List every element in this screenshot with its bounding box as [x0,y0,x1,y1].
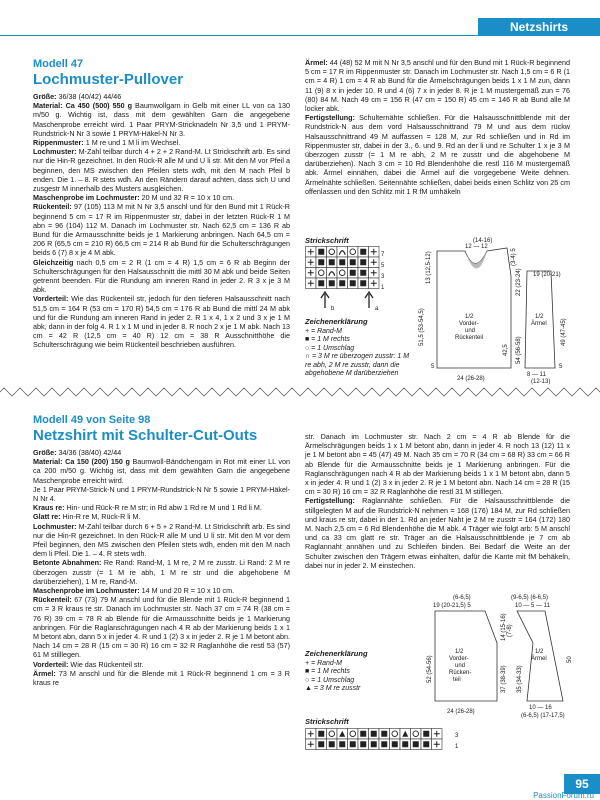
model1-right-column [305,58,570,196]
dim-label: 50 [567,656,573,663]
legend-item: ○ = 1 Umschlag [305,344,355,352]
section-tab: Netzshirts [478,18,600,36]
legend-item: ■ = 1 M rechts [305,668,350,675]
paragraph-label: Lochmuster: [33,147,77,157]
dim-label: 14 (15-16) [501,613,507,641]
paragraph-text: Wie das Rückenteil str, jedoch für den tieferen Halsausschnitt nach 51,5 cm = 164 R (53 cm = 170 R) 54,5 cm = 176 R ab Bund die mittl 24 M abk und für die Rundung am inneren Rand in jeder 2. R 1 x 4, 1 x 2 und 3 x je 1 M abk, dann in der folg 4. R 1 x 1 M und in jeder 8. R noch 2 x je 1 M abk. Nach 13 cm = 42 R (12,5 cm = 40 R) 12 cm = 38 R Ausschnitthöhe die Schulterschrägung wie beim Rückenteil beschrieben ausführen. [33,294,290,350]
chart-cell [411,729,422,740]
chart-symbol [318,259,324,265]
legend-item: + = Rand-M [305,327,342,335]
model1-legend [305,318,415,379]
paragraph-label: Größe: [33,92,57,101]
piece-label: 1/2 [465,314,474,320]
dim-label: 42,5 [503,344,509,356]
legend-title: Zeichenerklärung [305,649,368,658]
chart-symbol [350,280,356,286]
paragraph [33,485,290,503]
paragraph-label: Ärmel: [33,668,56,678]
paragraph-label: Rückenteil: [33,202,72,212]
paragraph [33,586,290,595]
paragraph-label: Kraus re: [33,503,65,513]
model2-chart-title: Strickschrift [305,717,349,726]
paragraph-label: Größe: [33,448,57,457]
chart-symbol [360,280,366,286]
legend-item: ○ = 1 Umschlag [305,676,355,684]
piece-label: und [465,328,476,334]
chart-symbol [423,741,429,747]
dim-label: 12 — 12 [465,244,488,250]
paragraph [33,92,290,101]
chart-symbol [371,741,377,747]
chart-symbol [423,731,429,737]
dim-label: (14-16) [473,238,493,244]
piece-label: Vorder- [459,321,479,327]
dim-label: (7-8) [507,624,513,637]
chart-cell [337,268,348,279]
paragraph-text: Je 1 Paar PRYM-Strick-N und 1 PRYM-Rundstrick-N Nr 5 sowie 1 PRYM-Häkel-N Nr 4. [33,484,290,504]
dim-label: 10 — 16 [529,705,552,711]
dim-label: 5 [559,364,563,370]
model1-left-text [33,92,290,350]
paragraph-text: Hin- und Rück-R re M str; in Rd abw 1 Rd re M und 1 Rd li M. [64,503,262,513]
chart-symbol [360,249,366,255]
chart-symbol [371,731,377,737]
paragraph [33,294,290,349]
chart-symbol [339,741,345,747]
paragraph-text: 36/38 (40/42) 44/46 [56,92,122,101]
paragraph [33,669,290,687]
model2-right-text [305,432,570,570]
paragraph-text: Hin-R re M, Rück-R li M. [60,512,141,522]
legend-item: + = Rand-M [305,659,342,667]
legend-item: ▲ = 3 M re zusstr [305,685,361,692]
chart-symbol [329,280,335,286]
model2-knitting-chart [305,728,465,754]
paragraph [33,138,290,147]
paragraph [33,202,290,257]
dim-label: 13 (12,5-12) [426,251,432,284]
arrow-a-icon [365,292,373,308]
chart-cell [337,247,348,258]
paragraph-text: M-Zahl teilbar durch 4 + 2 + 2 Rand-M. Lt Strickschrift arb. Es sind nur die Hin-R gezeichnet. In den Rück-R alle M und U li str. Mit den M vor Pfeil a beginnen, den MS zwischen den Pfeilen stets wdh, mit den M nach Pfeil b enden. Die 1. – 8. R stets wdh. An den Rändern darauf achten, dass sich U und zusgestr M innerhalb des Musters ausgleichen. [33,147,290,194]
dim-label: 49 (47-45) [561,318,567,346]
model2-left-column [33,414,290,687]
paragraph-label: Glatt re: [33,512,61,522]
chart-cell [327,729,338,740]
piece-label: Vorder- [449,656,469,662]
dim-label: 8 — 11 [527,372,546,378]
piece-label: und [455,663,466,669]
row-number: 3 [455,733,459,739]
paragraph-text: 97 (105) 113 M mit N Nr 3,5 anschl und für den Bund mit 1 Rück-R beginnend 5 cm = 17 R im Rippenmuster str, dabei in der letzten Rück-R 1 M abn = 96 (104) 112 M. Danach im Lochmuster str. Nach 62,5 cm = 136 R ab Bund für die Armausschnitte beids je 1 Markierung anbringen. Nach 64,5 cm = 206 R (65,5 cm = 210 R) 66,5 cm = 214 R ab Bund für die Schulterschrägungen beids 6 (7) 8 x je 4 M abk. [33,202,290,258]
paragraph-text: 1 M re und 1 M li im Wechsel. [83,138,181,148]
chart-symbol [339,280,345,286]
dim-label: (6-6,5) (17-17,5) [521,713,565,719]
piece-label: 1/2 [455,649,464,655]
page-footer [0,756,600,800]
watermark: PassionForum.ru [533,791,594,800]
chart-cell [327,268,338,279]
paragraph [33,595,290,659]
dim-label: 19 (20-21) [533,272,561,278]
paragraph [33,193,290,202]
model1-right-text [305,58,570,196]
paragraph [33,660,290,669]
model2-label: Modell 49 von Seite 98 [33,414,151,426]
piece-label: 1/2 [535,314,544,320]
paragraph-text: Baumwollgarn in Gelb mit einer LL von ca 130 m/50 g. Wichtig ist, dass mit dem gewählten Garn die angegebene Maschenprobe erreicht wird. 1 Paar PRYM-Stricknadeln Nr 3,5 und 1 PRYM-Rundstrick-N Nr 3 sowie 1 PRYM-Häkel-N Nr 3. [33,101,290,138]
chart-symbol [360,270,366,276]
model2-legend [305,650,415,694]
dim-label: (6-6,5) [453,595,471,601]
chart-cell [390,729,401,740]
legend-item: ■ = 1 M rechts [305,336,350,343]
dim-label: (12-13) [531,379,551,385]
model1-title: Lochmuster-Pullover [33,71,184,88]
paragraph [33,147,290,193]
dim-label: 24 (26-28) [447,709,475,715]
chart-symbol [350,741,356,747]
dim-label: 37 (38-39) [501,665,507,693]
paragraph-label: Gleichzeitig [33,257,74,267]
dim-label: 54 (56-58) [516,336,522,364]
paragraph-text: 73 M anschl und für die Blende mit 1 Rück-R beginnend 1 cm = 3 R kraus re [33,668,290,688]
chart-symbol [318,731,324,737]
arrow-b-icon [321,292,329,308]
paragraph [305,113,570,196]
model1-knitting-chart [305,246,415,316]
dim-label: 10 — 5 — 11 [515,603,550,609]
dim-label: 52 (54-56) [427,655,433,683]
neck-shading [465,251,487,269]
row-number: 3 [381,274,385,280]
paragraph [305,496,570,570]
paragraph-label: Maschenprobe im Lochmuster: [33,193,140,203]
chart-symbol [413,741,419,747]
paragraph-label: Fertigstellung: [305,496,355,506]
paragraph-label: Rückenteil: [33,595,72,605]
dim-label: 5 [431,364,435,370]
paragraph-text: Wie das Rückenteil str. [68,659,144,669]
zigzag-divider [0,386,600,398]
paragraph-text: 34/36 (38/40) 42/44 [56,448,122,457]
chart-cell [348,729,359,740]
paragraph-label: Betonte Abnahmen: [33,558,102,568]
page-header [0,0,600,36]
chart-symbol [360,741,366,747]
dim-label: (9-6,5) (6-6,5) [511,595,549,601]
paragraph-text: Re Rand: Rand-M, 1 M re, 2 M re zusstr. Li Rand: 2 M re überzogen zusstr (= 1 M re abh, 1 M re str und die abgehobene M darüberziehen), 1 M re, Rand-M. [33,558,290,586]
model1-chart-title: Strickschrift [305,236,349,245]
dim-label: (3-4) 5 [511,248,517,266]
paragraph-label: Material: Ca 450 (500) 550 g [33,101,133,111]
arrow-b-label: b [331,306,335,312]
chart-symbol [329,259,335,265]
dim-label: 22 (23-24) [516,268,522,296]
paragraph-label: Maschenprobe im Lochmuster: [33,586,140,596]
paragraph [33,457,290,485]
paragraph-label: Rippenmuster: [33,138,84,148]
paragraph-text: M-Zahl teilbar durch 6 + 5 + 2 Rand-M. Lt Strickschrift arb. Es sind nur die Hin-R gezeichnet. In den Rück-R alle M und U li str. Mit den M vor dem Pfeil beginnen, den MS zwischen den Pfeilen stets wdh, enden mit den M nach dem li Pfeil. Die 1. – 4. R stets wdh. [33,521,290,559]
paragraph-label: Lochmuster: [33,521,77,531]
paragraph-text: Raglannähte schließen. Für die Halsausschnittblende die stillgelegten M auf die Rundstrick-N nehmen = 168 (176) 184 M, zur Rd schließen und kraus re str, dabei in der 1. Rd an jeder Naht je 2 M re zusstr = 164 (172) 180 M. Nach 2,5 cm = 6 Rd Blendenhöhe die M abk. 4 Träger wie folgt arb: 5 M anschl und ca 33 cm glatt re str. Träger an die Halsausschnittblende je 7 cm ab Raglannaht annähen und zu Schleifen binden. Bei Bedarf die Weite an der Schulter zwischen den Trägern etwas einhalten, dafür die Kante mit fM behäkeln, dabei nur in jeder 2. M einstechen. [305,496,570,570]
chart-symbol [360,259,366,265]
paragraph-label: Vorderteil: [33,659,69,669]
piece-label: Rückenteil [455,335,484,341]
paragraph [33,258,290,295]
paragraph-label: Vorderteil: [33,294,69,304]
legend-title: Zeichenerklärung [305,317,368,326]
paragraph [305,58,570,113]
row-number: 5 [381,263,385,269]
chart-symbol [339,259,345,265]
piece-label: Ärmel [531,321,547,327]
paragraph [33,512,290,521]
chart-symbol [318,741,324,747]
paragraph-text: 44 (48) 52 M mit N Nr 3,5 anschl und für den Bund mit 1 Rück-R beginnend 5 cm = 17 R im Rippenmuster str. Danach im Lochmuster str. Nach 1,5 cm = 6 R (1 cm = 4 R) 1 cm = 4 R ab Bund für die Ärmelschrägungen beids 1 x 1 M zun, dann 11 (9) 8 x in jeder 10. R und 4 (6) 7 x in jeder 8. R je 1 M mustergemäß zun = 76 (80) 84 M. Nach 49 cm = 156 R (47 cm = 150 R) 45 cm = 146 R ab Bund alle M locker abk. [305,58,570,114]
model1-label: Modell 47 [33,58,84,70]
piece-label: teil [453,677,461,683]
chart-symbol [350,259,356,265]
row-number: 7 [381,252,385,258]
arrow-a-label: a [375,306,379,312]
row-number: 1 [455,744,459,750]
paragraph [33,558,290,586]
paragraph-label: Material: Ca 150 (200) 150 g [33,457,130,467]
chart-cell [316,268,327,279]
row-number: 1 [381,285,385,291]
paragraph-label: Fertigstellung: [305,113,355,123]
piece-label: Rücken- [449,670,472,676]
legend-item: ∩ = 3 M re überzogen zusstr: 1 M re abh, 2 M re zusstr, dann die abgehobene M darüberziehen [305,353,410,377]
chart-symbol [402,741,408,747]
chart-symbol [350,270,356,276]
chart-symbol [392,741,398,747]
paragraph-text: 20 M und 32 R = 10 x 10 cm. [139,193,235,203]
model2-right-column [305,432,570,570]
piece-label: 1/2 [535,649,544,655]
header-rule [0,35,600,36]
paragraph-text: Schulternähte schließen. Für die Halsausschnittblende mit der Rundstrick-N aus dem vord Halsausschnittrand 79 M und aus dem rückw Halsausschnittrand 49 M auffassen = 128 M, zur Rd schließen und in Rd im Rippenmuster str, dabei in der 3., 6. und 9. Rd an der li und re Schulter 1 x je 3 M überzogen zusstr (= 1 M re abh, 2 M re zusstr und die abgehobene M darüberziehen). Nach 3 cm = 10 Rd Blendenhöhe die restl 116 M mustergemäß abk. Ärmel einnähen, dabei die Ärmel auf die vorgegebene Weite dehnen. Ärmelnähte schließen. Seitennähte schließen, dabei beids einen Schlitz von 25 cm offenlassen und den Schlitz mit 1 R fM umhäkeln [305,113,570,196]
paragraph [33,522,290,559]
model1-left-column [33,58,290,350]
chart-symbol [360,731,366,737]
paragraph [33,503,290,512]
model2-schematic [425,593,575,723]
paragraph [33,448,290,457]
paragraph-text: nach 0,5 cm = 2 R (1 cm = 4 R) 1,5 cm = 6 R ab Beginn der Schulterschrägungen für den Halsausschnitt die mittl 30 M abk und beide Seiten getrennt beenden. Für die Rundung am inneren Rand in jeder 2. R 3 x je 3 M abk. [33,257,290,295]
chart-symbol [318,280,324,286]
paragraph-text: str. Danach im Lochmuster str. Nach 2 cm = 4 R ab Blende für die Ärmelschrägungen beids 1 x 1 M betont abn, dann in jeder 4. R noch 13 (12) 11 x je 1 M betont abn = 45 (47) 49 M. Nach 35 cm = 70 R (34 cm = 68 R) 33 cm = 66 R ab Blende für die Armausschnitte beids je 1 Markierung anbringen. Für die Raglanschrägungen nach 4 R ab der Markierung beids 1 x 1 M betont abn, dann 5 x in jeder 4. R und 1 (2) 3 x in jeder 2. R je 1 M betont abn. Nach 14 cm = 28 R (15 cm = 30 R) 16 cm = 32 R Raglanhöhe die restl 31 M stilllegen. [305,432,570,497]
chart-symbol [318,249,324,255]
paragraph [33,101,290,138]
dim-label: 19 (20-21,5) 5 [433,603,471,609]
model1-schematic [415,236,575,386]
piece-label: Ärmel [531,656,547,662]
chart-symbol [381,731,387,737]
dim-label: 24 (26-28) [457,376,485,382]
paragraph-label: Ärmel: [305,58,328,67]
paragraph-text: 14 M und 20 R = 10 x 10 cm. [139,586,235,596]
paragraph-text: 67 (73) 79 M anschl und für die Blende mit 1 Rück-R beginnend 1 cm = 3 R kraus re str. Danach im Lochmuster str. Nach 37 cm = 74 R (38 cm = 76 R) 39 cm = 78 R ab Blende für die Armausschnitte beids je 1 Markierung anbringen. Für die Raglanschrägungen nach 4 R ab der Markierung beids 1 x 1 M betont abn, dann 5 x in jeder 4. R und 1 (2) 3 x in jeder 2. R je 1 M betont abn. Nach 14 cm = 28 R (15 cm = 30 R) 16 cm = 32 R Raglanhöhe die restl 53 (57) 61 M stilllegen. [33,595,290,660]
chart-symbol [381,741,387,747]
model2-title: Netzshirt mit Schulter-Cut-Outs [33,427,258,444]
paragraph [305,432,570,496]
chart-symbol [329,741,335,747]
chart-cell [348,247,359,258]
page-number: 95 [564,774,600,794]
dim-label: 51,5 (53-54,5) [419,308,425,346]
paragraph-text: Baumwoll-Bändchengarn in Rot mit einer LL von ca 200 m/50 g. Wichtig ist, dass mit dem gewählten Garn die angegebene Maschenprobe erreicht wird. [33,457,290,485]
dim-label: 35 (34-33) [517,665,523,693]
chart-cell [327,247,338,258]
model2-left-text [33,448,290,687]
